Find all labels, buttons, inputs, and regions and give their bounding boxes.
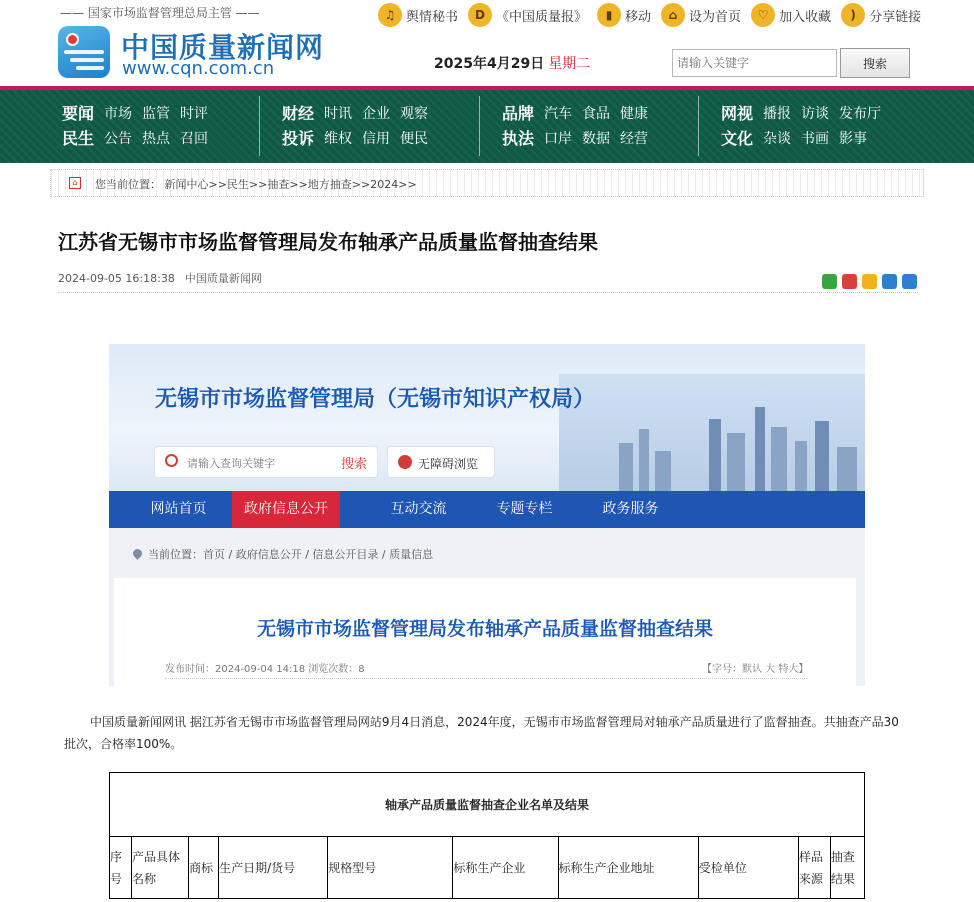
nav-item[interactable]: 时讯: [324, 105, 353, 122]
nav-item[interactable]: 热点: [142, 130, 171, 147]
embedded-article-title: 无锡市市场监督管理局发布轴承产品质量监督抽查结果: [256, 618, 713, 640]
top-link-newspaper[interactable]: D 《中国质量报》: [468, 3, 587, 27]
top-links: [378, 2, 925, 28]
share-bar: [822, 274, 917, 289]
embedded-nav-item: 网站首页: [150, 501, 207, 517]
embedded-screenshot: [109, 344, 865, 686]
nav-head[interactable]: 财经: [282, 104, 315, 123]
article-source: 中国质量新闻网: [184, 272, 262, 285]
nav-item[interactable]: 口岸: [544, 130, 573, 147]
embedded-article-card: [114, 578, 856, 686]
top-link-mobile[interactable]: ▮ 移动: [597, 3, 651, 27]
nav-group-1: [62, 100, 218, 150]
embedded-search-placeholder: 请输入查询关键字: [187, 457, 275, 470]
nav-group-2: [282, 100, 438, 150]
home-icon: ⌂: [69, 177, 81, 189]
nav-item[interactable]: 企业: [362, 105, 391, 122]
mobile-icon: ▮: [597, 3, 621, 27]
nav-group-4: [721, 100, 891, 150]
embedded-nav-item: 专题专栏: [496, 501, 553, 517]
nav-group-3: [502, 100, 658, 150]
embedded-nav-item-active: 政府信息公开: [232, 491, 340, 528]
top-link-favorite[interactable]: ♡ 加入收藏: [751, 3, 831, 27]
article-datetime: 2024-09-05 16:18:38: [58, 272, 175, 285]
nav-item[interactable]: 市场: [104, 105, 133, 122]
nav-item[interactable]: 监管: [142, 105, 171, 122]
article-paragraph: 中国质量新闻网讯 据江苏省无锡市市场监督管理局网站9月4日消息，2024年度，无锡市市场监督管理局对轴承产品质量进行了监督抽查。共抽查产品30批次，合格率100%。: [64, 715, 899, 751]
nav-item[interactable]: 公告: [104, 130, 133, 147]
nav-head[interactable]: 文化: [721, 129, 754, 148]
nav-item[interactable]: 经营: [620, 130, 649, 147]
nav-separator: [479, 96, 480, 156]
article-title: 江苏省无锡市市场监督管理局发布轴承产品质量监督抽查结果: [58, 230, 598, 254]
nav-item[interactable]: 访谈: [801, 105, 830, 122]
table-header-cell: 规格型号: [328, 837, 453, 899]
embedded-divider: [165, 678, 807, 679]
embedded-site-title: 无锡市市场监督管理局（无锡市知识产权局）: [155, 387, 596, 412]
nav-item[interactable]: 书画: [801, 130, 830, 147]
embedded-breadcrumb: 当前位置：首页 / 政府信息公开 / 信息公开目录 / 质量信息: [133, 546, 433, 562]
nav-item[interactable]: 数据: [582, 130, 611, 147]
embedded-nav-item: 互动交流: [390, 501, 447, 517]
supervisor-text: —— 国家市场监督管理总局主管 ——: [60, 6, 260, 20]
table-header-cell: 产品具体名称: [132, 837, 189, 899]
table-header-cell: 商标: [189, 837, 219, 899]
headset-icon: ♫: [378, 3, 402, 27]
nav-head[interactable]: 执法: [502, 129, 535, 148]
site-name[interactable]: 中国质量新闻网: [121, 31, 325, 64]
location-pin-icon: [131, 547, 144, 560]
newspaper-icon: D: [468, 3, 492, 27]
table-header-cell: 样品来源: [798, 837, 830, 899]
table-header-cell: 生产日期/货号: [219, 837, 328, 899]
site-header: [0, 0, 974, 86]
breadcrumb-text[interactable]: 您当前位置： 新闻中心>>民生>>抽查>>地方抽查>>2024>>: [95, 178, 417, 191]
nav-head[interactable]: 投诉: [282, 129, 315, 148]
nav-head[interactable]: 网视: [721, 104, 754, 123]
nav-item[interactable]: 影事: [839, 130, 868, 147]
table-header-cell: 抽查结果: [830, 837, 864, 899]
main-nav: [0, 90, 974, 163]
nav-item[interactable]: 食品: [582, 105, 611, 122]
weibo-share-icon[interactable]: [842, 274, 857, 289]
city-skyline-image: [559, 374, 865, 491]
nav-item[interactable]: 健康: [620, 105, 649, 122]
nav-item[interactable]: 信用: [362, 130, 391, 147]
results-table: [109, 772, 865, 899]
table-header-cell: 标称生产企业地址: [558, 837, 698, 899]
heart-icon: ♡: [751, 3, 775, 27]
nav-head[interactable]: 品牌: [502, 104, 535, 123]
renren-share-icon[interactable]: [882, 274, 897, 289]
embedded-search-button: 搜索: [341, 457, 368, 472]
table-header-cell: 序号: [110, 837, 132, 899]
search-icon: [165, 454, 178, 467]
embedded-article-meta: 发布时间：2024-09-04 14:18 浏览次数：8: [165, 664, 365, 675]
nav-item[interactable]: 汽车: [544, 105, 573, 122]
embedded-nav: [109, 491, 865, 528]
nav-item[interactable]: 杂谈: [763, 130, 792, 147]
nav-item[interactable]: 时评: [180, 105, 209, 122]
nav-separator: [259, 96, 260, 156]
nav-item[interactable]: 观察: [400, 105, 429, 122]
table-header-cell: 受检单位: [698, 837, 798, 899]
nav-separator: [698, 96, 699, 156]
qzone-share-icon[interactable]: [862, 274, 877, 289]
wechat-share-icon[interactable]: [822, 274, 837, 289]
rss-icon: ): [841, 3, 865, 27]
embedded-search-box: [155, 447, 377, 477]
nav-item[interactable]: 发布厅: [839, 105, 882, 122]
nav-item[interactable]: 播报: [763, 105, 792, 122]
table-header-row: [110, 837, 865, 899]
search-button[interactable]: 搜索: [840, 48, 910, 78]
site-url[interactable]: www.cqn.com.cn: [122, 58, 275, 79]
accessibility-icon: [398, 455, 412, 469]
article-meta: [58, 270, 262, 286]
meta-divider: [58, 292, 918, 293]
current-date: 2025年4月29日 星期二: [434, 56, 591, 72]
top-link-share[interactable]: ) 分享链接: [841, 3, 921, 27]
more-share-icon[interactable]: [902, 274, 917, 289]
home-icon: ⌂: [661, 3, 685, 27]
search-input[interactable]: [672, 49, 837, 77]
embedded-accessibility: 无障碍浏览: [388, 447, 494, 477]
site-logo-icon[interactable]: [58, 26, 110, 78]
table-header-cell: 标称生产企业: [453, 837, 558, 899]
nav-head[interactable]: 民生: [62, 129, 95, 148]
table-caption: 轴承产品质量监督抽查企业名单及结果: [110, 773, 865, 837]
nav-item[interactable]: 维权: [324, 130, 353, 147]
top-link-yuqing[interactable]: ♫ 舆情秘书: [378, 3, 458, 27]
nav-head[interactable]: 要闻: [62, 104, 95, 123]
embedded-nav-item: 政务服务: [602, 501, 659, 517]
nav-item[interactable]: 召回: [180, 130, 209, 147]
top-link-set-home[interactable]: ⌂ 设为首页: [661, 3, 741, 27]
embedded-font-size: 【字号：默认 大 特大】: [702, 664, 809, 675]
nav-item[interactable]: 便民: [400, 130, 429, 147]
breadcrumb: [50, 169, 924, 197]
